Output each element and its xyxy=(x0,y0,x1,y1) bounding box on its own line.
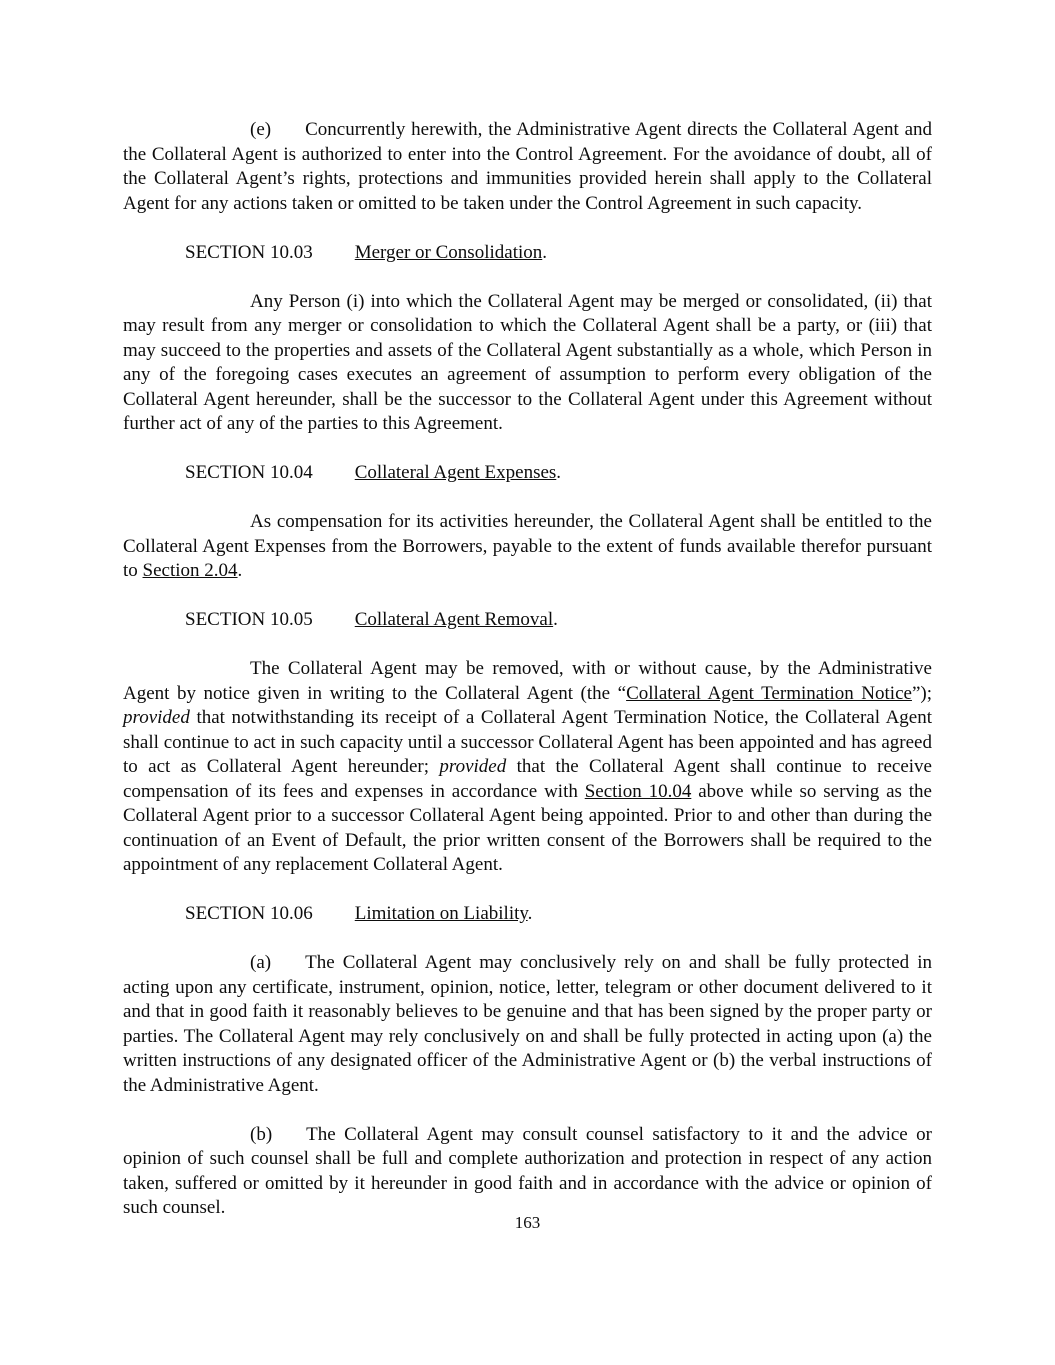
text-run: above while so serving as the Collateral Agent prior to a successor Collateral Agent being appointed. Prior to and other than during the continuation of an Event of Default, the prior written consent of the Borrowers shall be required to the appointment of any replacement Collateral Agent. xyxy=(123,780,932,875)
text-run: The Collateral Agent may be removed, with or without cause, by the Administrative Agent by notice given in writing to the Collateral Agent (the “ xyxy=(123,658,932,704)
section-heading-10-05 xyxy=(123,608,932,633)
tab-space xyxy=(271,967,305,968)
tab-space xyxy=(272,1139,306,1140)
page-content xyxy=(123,118,932,1245)
paragraph-e xyxy=(123,118,932,216)
text-run: (b) xyxy=(250,1123,273,1145)
page-number: 163 xyxy=(514,1213,541,1232)
text-run: SECTION 10.03 xyxy=(185,241,313,263)
text-run: . xyxy=(542,241,547,263)
tab-space xyxy=(313,918,355,919)
text-run: Merger or Consolidation xyxy=(354,241,543,263)
text-run: . xyxy=(556,462,562,483)
text-run: that notwithstanding its receipt of a Collateral Agent Termination Notice, the Collateral Agent shall continue to act in such capacity until a successor Collateral Agent has been appointed and has agreed to act as Collateral Agent hereunder; xyxy=(123,707,932,777)
paragraph-10-05-body xyxy=(123,657,932,878)
text-run: provided xyxy=(439,756,507,777)
paragraph-10-06-b xyxy=(123,1123,932,1221)
text-run: Section 10.04 xyxy=(584,780,692,802)
text-run: . xyxy=(553,609,558,630)
text-run: Concurrently herewith, the Administrative Agent directs the Collateral Agent and the Collateral Agent is authorized to enter into the Control Agreement. For the avoidance of doubt, all of the Collateral Agent’s rights, protections and immunities provided herein shall apply to the Collateral Agent for any actions taken or omitted to be taken under the Control Agreement in such capacity. xyxy=(123,119,932,214)
paragraph-10-04-body xyxy=(123,510,932,584)
text-run: Section 2.04 xyxy=(142,560,238,581)
section-heading-10-06 xyxy=(123,902,932,927)
text-run: ”); xyxy=(911,682,932,704)
text-run: Collateral Agent Expenses xyxy=(354,462,557,483)
text-run: (a) xyxy=(250,952,272,973)
paragraph-10-03-body xyxy=(123,290,932,437)
text-run: . xyxy=(237,560,243,581)
text-run: provided xyxy=(123,707,190,728)
section-heading-10-04 xyxy=(123,461,932,486)
tab-space xyxy=(313,624,355,625)
text-run: Any Person (i) into which the Collateral Agent may be merged or consolidated, (ii) that may result from any merger or consolidation to which the Collateral Agent shall be a party, or (iii) that may succeed to the properties and assets of the Collateral Agent substantially as a whole, which Person in any of the foregoing cases executes an agreement of assumption to perform every obligation of the Collateral Agent hereunder, shall be the successor to the Collateral Agent under this Agreement without further act of any of the parties to this Agreement. xyxy=(123,290,932,434)
text-run: . xyxy=(527,903,533,924)
text-run: SECTION 10.06 xyxy=(185,903,313,924)
text-run: (e) xyxy=(250,119,272,140)
text-run: Limitation on Liability xyxy=(354,903,528,924)
tab-space xyxy=(313,477,355,478)
text-run: The Collateral Agent may conclusively rely on and shall be fully protected in acting upon any certificate, instrument, opinion, notice, letter, telegram or other document delivered to it and that in good faith it reasonably believes to be genuine and that has been signed by the proper party or parties. The Collateral Agent may rely conclusively on and shall be fully protected in acting upon (a) the written instructions of any designated officer of the Administrative Agent or (b) the verbal instructions of the Administrative Agent. xyxy=(123,952,932,1096)
text-run: Collateral Agent Termination Notice xyxy=(626,682,912,704)
section-heading-10-03 xyxy=(123,241,932,266)
text-run: As compensation for its activities hereunder, the Collateral Agent shall be entitled to the Collateral Agent Expenses from the Borrowers, payable to the extent of funds available therefor pursuant to xyxy=(123,511,932,581)
text-run: that the Collateral Agent shall continue to receive compensation of its fees and expenses in accordance with xyxy=(123,756,932,802)
text-run: SECTION 10.04 xyxy=(185,462,313,483)
text-run: The Collateral Agent may consult counsel satisfactory to it and the advice or opinion of such counsel shall be full and complete authorization and protection in respect of any action taken, suffered or omitted by it hereunder in good faith and in accordance with the advice or opinion of such counsel. xyxy=(123,1123,932,1218)
text-run: Collateral Agent Removal xyxy=(354,609,554,630)
tab-space xyxy=(271,134,305,135)
text-run: SECTION 10.05 xyxy=(185,609,313,630)
tab-space xyxy=(313,257,355,258)
paragraph-10-06-a xyxy=(123,951,932,1098)
